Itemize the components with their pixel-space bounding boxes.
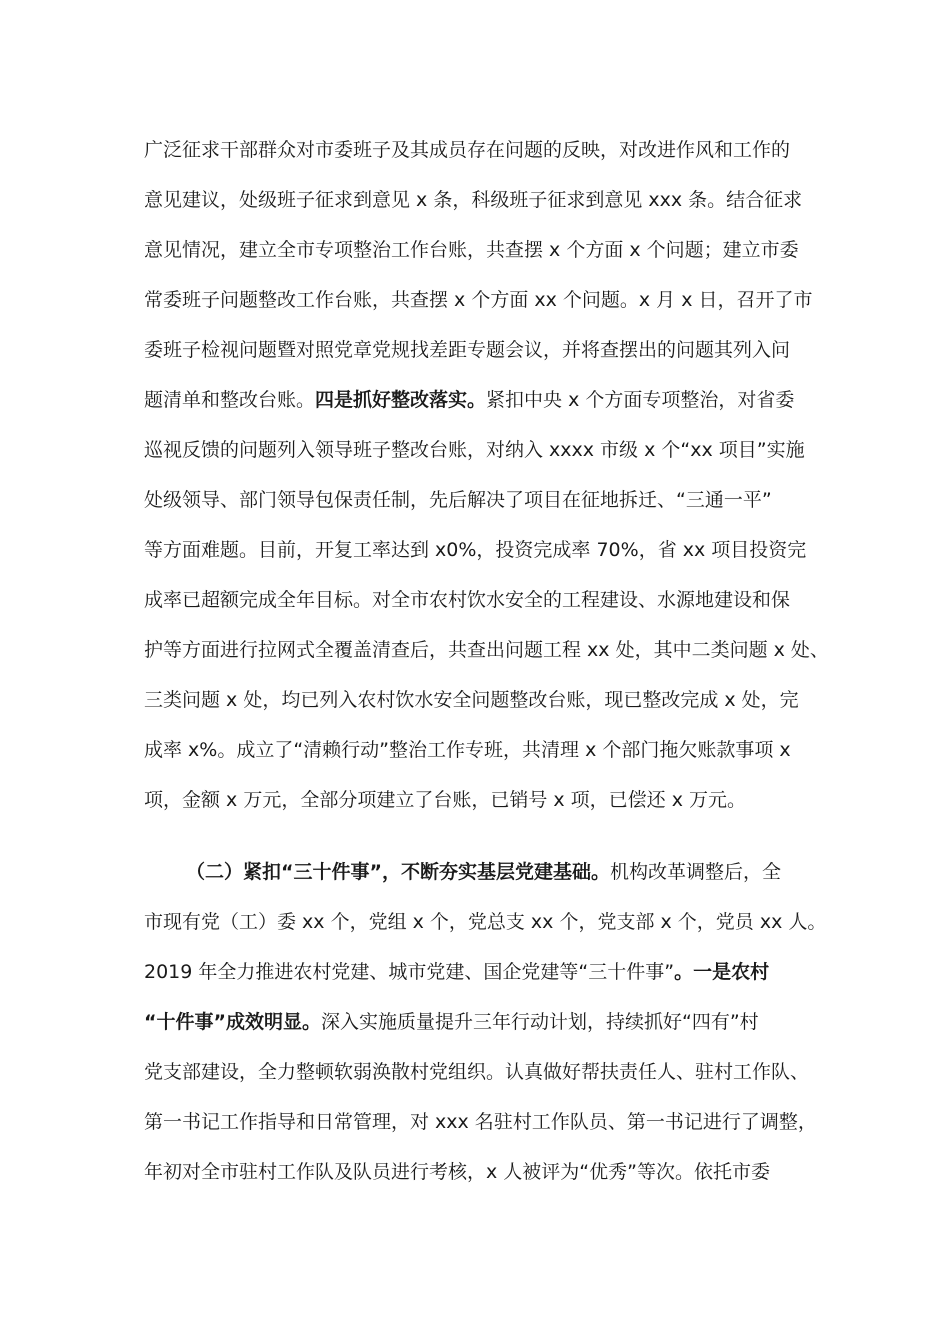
body-text-line xyxy=(144,1008,759,1036)
body-text-line xyxy=(144,958,769,986)
section-heading-line xyxy=(186,858,781,886)
body-text-line: 成率已超额完成全年目标。对全市农村饮水安全的工程建设、水源地建设和保 xyxy=(144,589,791,611)
body-text-line: 三类问题 x 处，均已列入农村饮水安全问题整改台账，现已整改完成 x 处，完 xyxy=(144,689,799,711)
body-text-line: 护等方面进行拉网式全覆盖清查后，共查出问题工程 xx 处，其中二类问题 x 处、 xyxy=(144,639,829,661)
body-text: 题清单和整改台账。 xyxy=(144,389,316,411)
body-text-line: 项，金额 x 万元，全部分项建立了台账，已销号 x 项，已偿还 x 万元。 xyxy=(144,789,746,811)
body-text-line: 年初对全市驻村工作队及队员进行考核，x 人被评为“优秀”等次。依托市委 xyxy=(144,1161,770,1183)
body-text-line xyxy=(144,386,794,414)
body-text-line: 党支部建设，全力整顿软弱涣散村党组织。认真做好帮扶责任人、驻村工作队、 xyxy=(144,1061,810,1083)
body-text-line: 委班子检视问题暨对照党章党规找差距专题会议，并将查摆出的问题其列入问 xyxy=(144,339,791,361)
body-text: 2019 年全力推进农村党建、城市党建、国企党建等“三十件事” xyxy=(144,961,675,983)
body-text-line: 等方面难题。目前，开复工率达到 x0%，投资完成率 70%，省 xx 项目投资完 xyxy=(144,539,807,561)
body-text-line: 处级领导、部门领导包保责任制，先后解决了项目在征地拆迁、“三通一平” xyxy=(144,489,772,511)
body-text: 机构改革调整后，全 xyxy=(609,861,781,883)
body-text-line: 意见建议，处级班子征求到意见 x 条，科级班子征求到意见 xxx 条。结合征求 xyxy=(144,189,803,211)
body-text: 紧扣中央 x 个方面专项整治，对省委 xyxy=(486,389,795,411)
body-text-line: 市现有党（工）委 xx 个，党组 x 个，党总支 xx 个，党支部 x 个，党员 xx 人。 xyxy=(144,911,827,933)
body-text-line: 意见情况，建立全市专项整治工作台账，共查摆 x 个方面 x 个问题；建立市委 xyxy=(144,239,799,261)
body-text-line: 巡视反馈的问题列入领导班子整改台账，对纳入 xxxx 市级 x 个“xx 项目”实施 xyxy=(144,439,805,461)
bold-subheading: 四是抓好整改落实。 xyxy=(315,389,487,411)
body-text-line: 广泛征求干部群众对市委班子及其成员存在问题的反映，对改进作风和工作的 xyxy=(144,139,791,161)
body-text-line: 第一书记工作指导和日常管理，对 xxx 名驻村工作队员、第一书记进行了调整， xyxy=(144,1111,817,1133)
body-text: 深入实施质量提升三年行动计划，持续抓好“四有”村 xyxy=(320,1011,759,1033)
body-text-line: 成率 x%。成立了“清赖行动”整治工作专班，共清理 x 个部门拖欠账款事项 x xyxy=(144,739,791,761)
bold-subheading: “十件事”成效明显。 xyxy=(144,1011,321,1033)
body-text-line: 常委班子问题整改工作台账，共查摆 x 个方面 xx 个问题。x 月 x 日，召开了市 xyxy=(144,289,813,311)
section-heading: （二）紧扣“三十件事”，不断夯实基层党建基础。 xyxy=(186,861,610,883)
bold-subheading: 。一是农村 xyxy=(674,961,770,983)
